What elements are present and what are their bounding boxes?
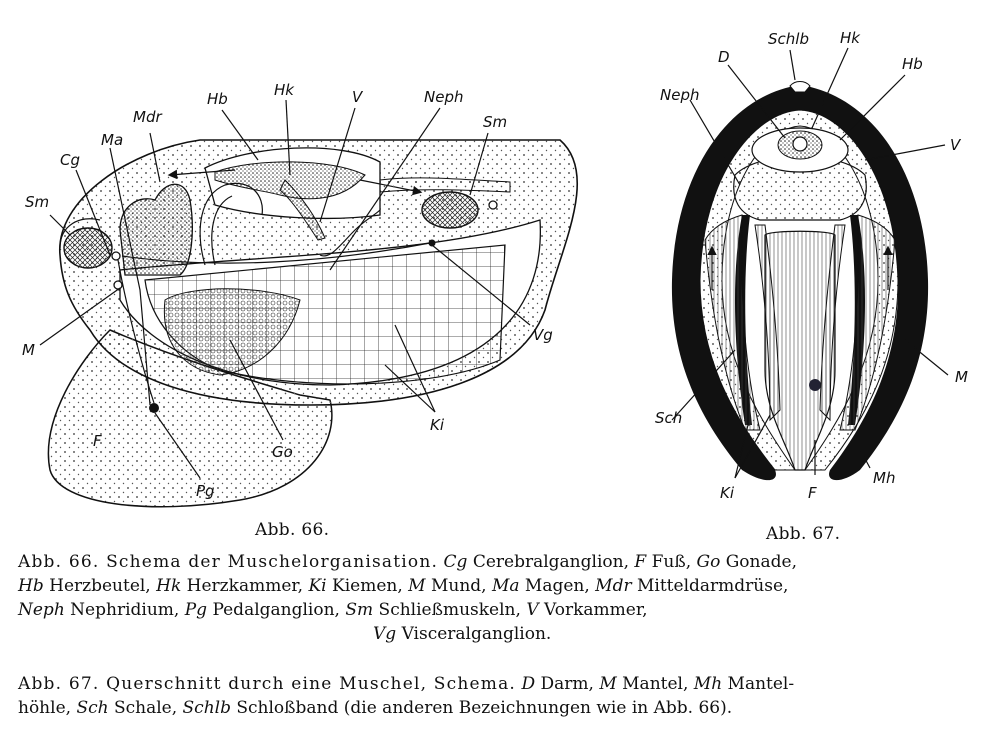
figure-66-drawing [22, 81, 577, 507]
caption-66-line-2 [18, 574, 988, 598]
caption-term: Mantel- [722, 674, 795, 694]
caption-term: höhle, [18, 698, 77, 718]
gut-67 [793, 137, 807, 151]
fig67-label-schlb: Schlb [768, 30, 809, 48]
caption-abbr: Mh [693, 674, 723, 694]
fig67-label-sch: Sch [655, 409, 683, 427]
fig66-label-vg: Vg [533, 326, 553, 344]
cerebral-ganglion [112, 252, 120, 260]
caption-66-line-1-entries [444, 552, 797, 572]
caption-abbr: M [599, 674, 617, 694]
caption-abbr: Hk [156, 576, 182, 596]
fig66-label-sm-left: Sm [25, 193, 50, 211]
figure-67-drawing [655, 29, 968, 502]
caption-67-title: Abb. 67. Querschnitt durch eine Muschel, Schema. [18, 674, 517, 694]
fig67-label-v: V [950, 136, 961, 154]
caption-abbr: F [634, 552, 647, 572]
caption-abbr: Vg [373, 624, 397, 644]
caption-66 [18, 550, 988, 646]
caption-term: Kiemen, [326, 576, 409, 596]
fig66-label-v: V [352, 88, 363, 106]
fig66-label-neph: Neph [424, 88, 464, 106]
caption-66-line-4 [18, 622, 988, 646]
fig66-label-mdr: Mdr [133, 108, 162, 126]
caption-term: Herzbeutel, [43, 576, 157, 596]
fig67-label-d: D [718, 48, 730, 66]
caption-abbr: Sm [345, 600, 374, 620]
fig67-label-mh: Mh [873, 469, 896, 487]
adductor-left [64, 228, 112, 268]
fig67-label-neph: Neph [660, 86, 700, 104]
caption-term: Schloßband (die anderen Bezeichnungen wie in Abb. 66). [230, 698, 733, 718]
caption-term: Mitteldarmdrüse, [631, 576, 789, 596]
caption-term: Mantel, [616, 674, 694, 694]
caption-term: Visceralganglion. [396, 624, 552, 644]
caption-abbr: Mdr [595, 576, 632, 596]
caption-67-line-2 [18, 696, 988, 720]
caption-term: Schale, [108, 698, 183, 718]
caption-term: Vorkammer, [538, 600, 648, 620]
caption-abbr: V [526, 600, 539, 620]
caption-abbr: Cg [443, 552, 468, 572]
caption-abbr: Schlb [182, 698, 231, 718]
caption-term: Pedalganglion, [207, 600, 346, 620]
caption-term: Herzkammer, [181, 576, 309, 596]
caption-66-title: Abb. 66. Schema der Muschelorganisation. [18, 552, 439, 572]
caption-66-line-3 [18, 598, 988, 622]
caption-term: Darm, [535, 674, 600, 694]
fig67-label-hb: Hb [902, 55, 923, 73]
fig66-label-ki: Ki [430, 416, 445, 434]
adductor-right [422, 192, 478, 228]
foot-ganglion-67 [809, 379, 821, 391]
fig67-label-f: F [808, 484, 817, 502]
caption-abbr: M [408, 576, 426, 596]
fig67-label-m: M [955, 368, 968, 386]
right-ganglion-dot [489, 201, 497, 209]
fig66-label-go: Go [272, 443, 293, 461]
caption-abbr: Pg [184, 600, 208, 620]
fig66-label-cg: Cg [60, 151, 80, 169]
caption-term: Magen, [519, 576, 596, 596]
caption-term: Gonade, [720, 552, 797, 572]
mouth-dot [114, 281, 122, 289]
caption-abbr: Hb [18, 576, 44, 596]
caption-term: Mund, [425, 576, 492, 596]
caption-abbr: Sch [76, 698, 109, 718]
caption-abbr: D [521, 674, 536, 694]
fig66-label-m: M [22, 341, 35, 359]
fig66-label-ma: Ma [101, 131, 124, 149]
caption-term: Nephridium, [64, 600, 185, 620]
fig66-label-f: F [93, 432, 102, 450]
fig67-number: Abb. 67. [766, 524, 841, 544]
caption-abbr: Neph [18, 600, 65, 620]
caption-67 [18, 672, 988, 720]
caption-term: Cerebralganglion, [467, 552, 635, 572]
fig66-label-pg: Pg [196, 482, 215, 500]
fig67-label-hk: Hk [840, 29, 860, 47]
caption-term: Schließmuskeln, [373, 600, 527, 620]
fig67-label-ki: Ki [720, 484, 735, 502]
caption-term: Fuß, [646, 552, 697, 572]
caption-67-line-1 [18, 672, 988, 696]
caption-abbr: Ma [491, 576, 520, 596]
fig66-number: Abb. 66. [255, 520, 330, 540]
caption-abbr: Go [696, 552, 721, 572]
caption-67-line-1-entries [521, 674, 794, 694]
fig66-label-sm-right: Sm [483, 113, 508, 131]
fig66-label-hk: Hk [274, 81, 294, 99]
caption-66-line-1 [18, 550, 988, 574]
fig66-label-hb: Hb [207, 90, 228, 108]
caption-abbr: Ki [308, 576, 327, 596]
